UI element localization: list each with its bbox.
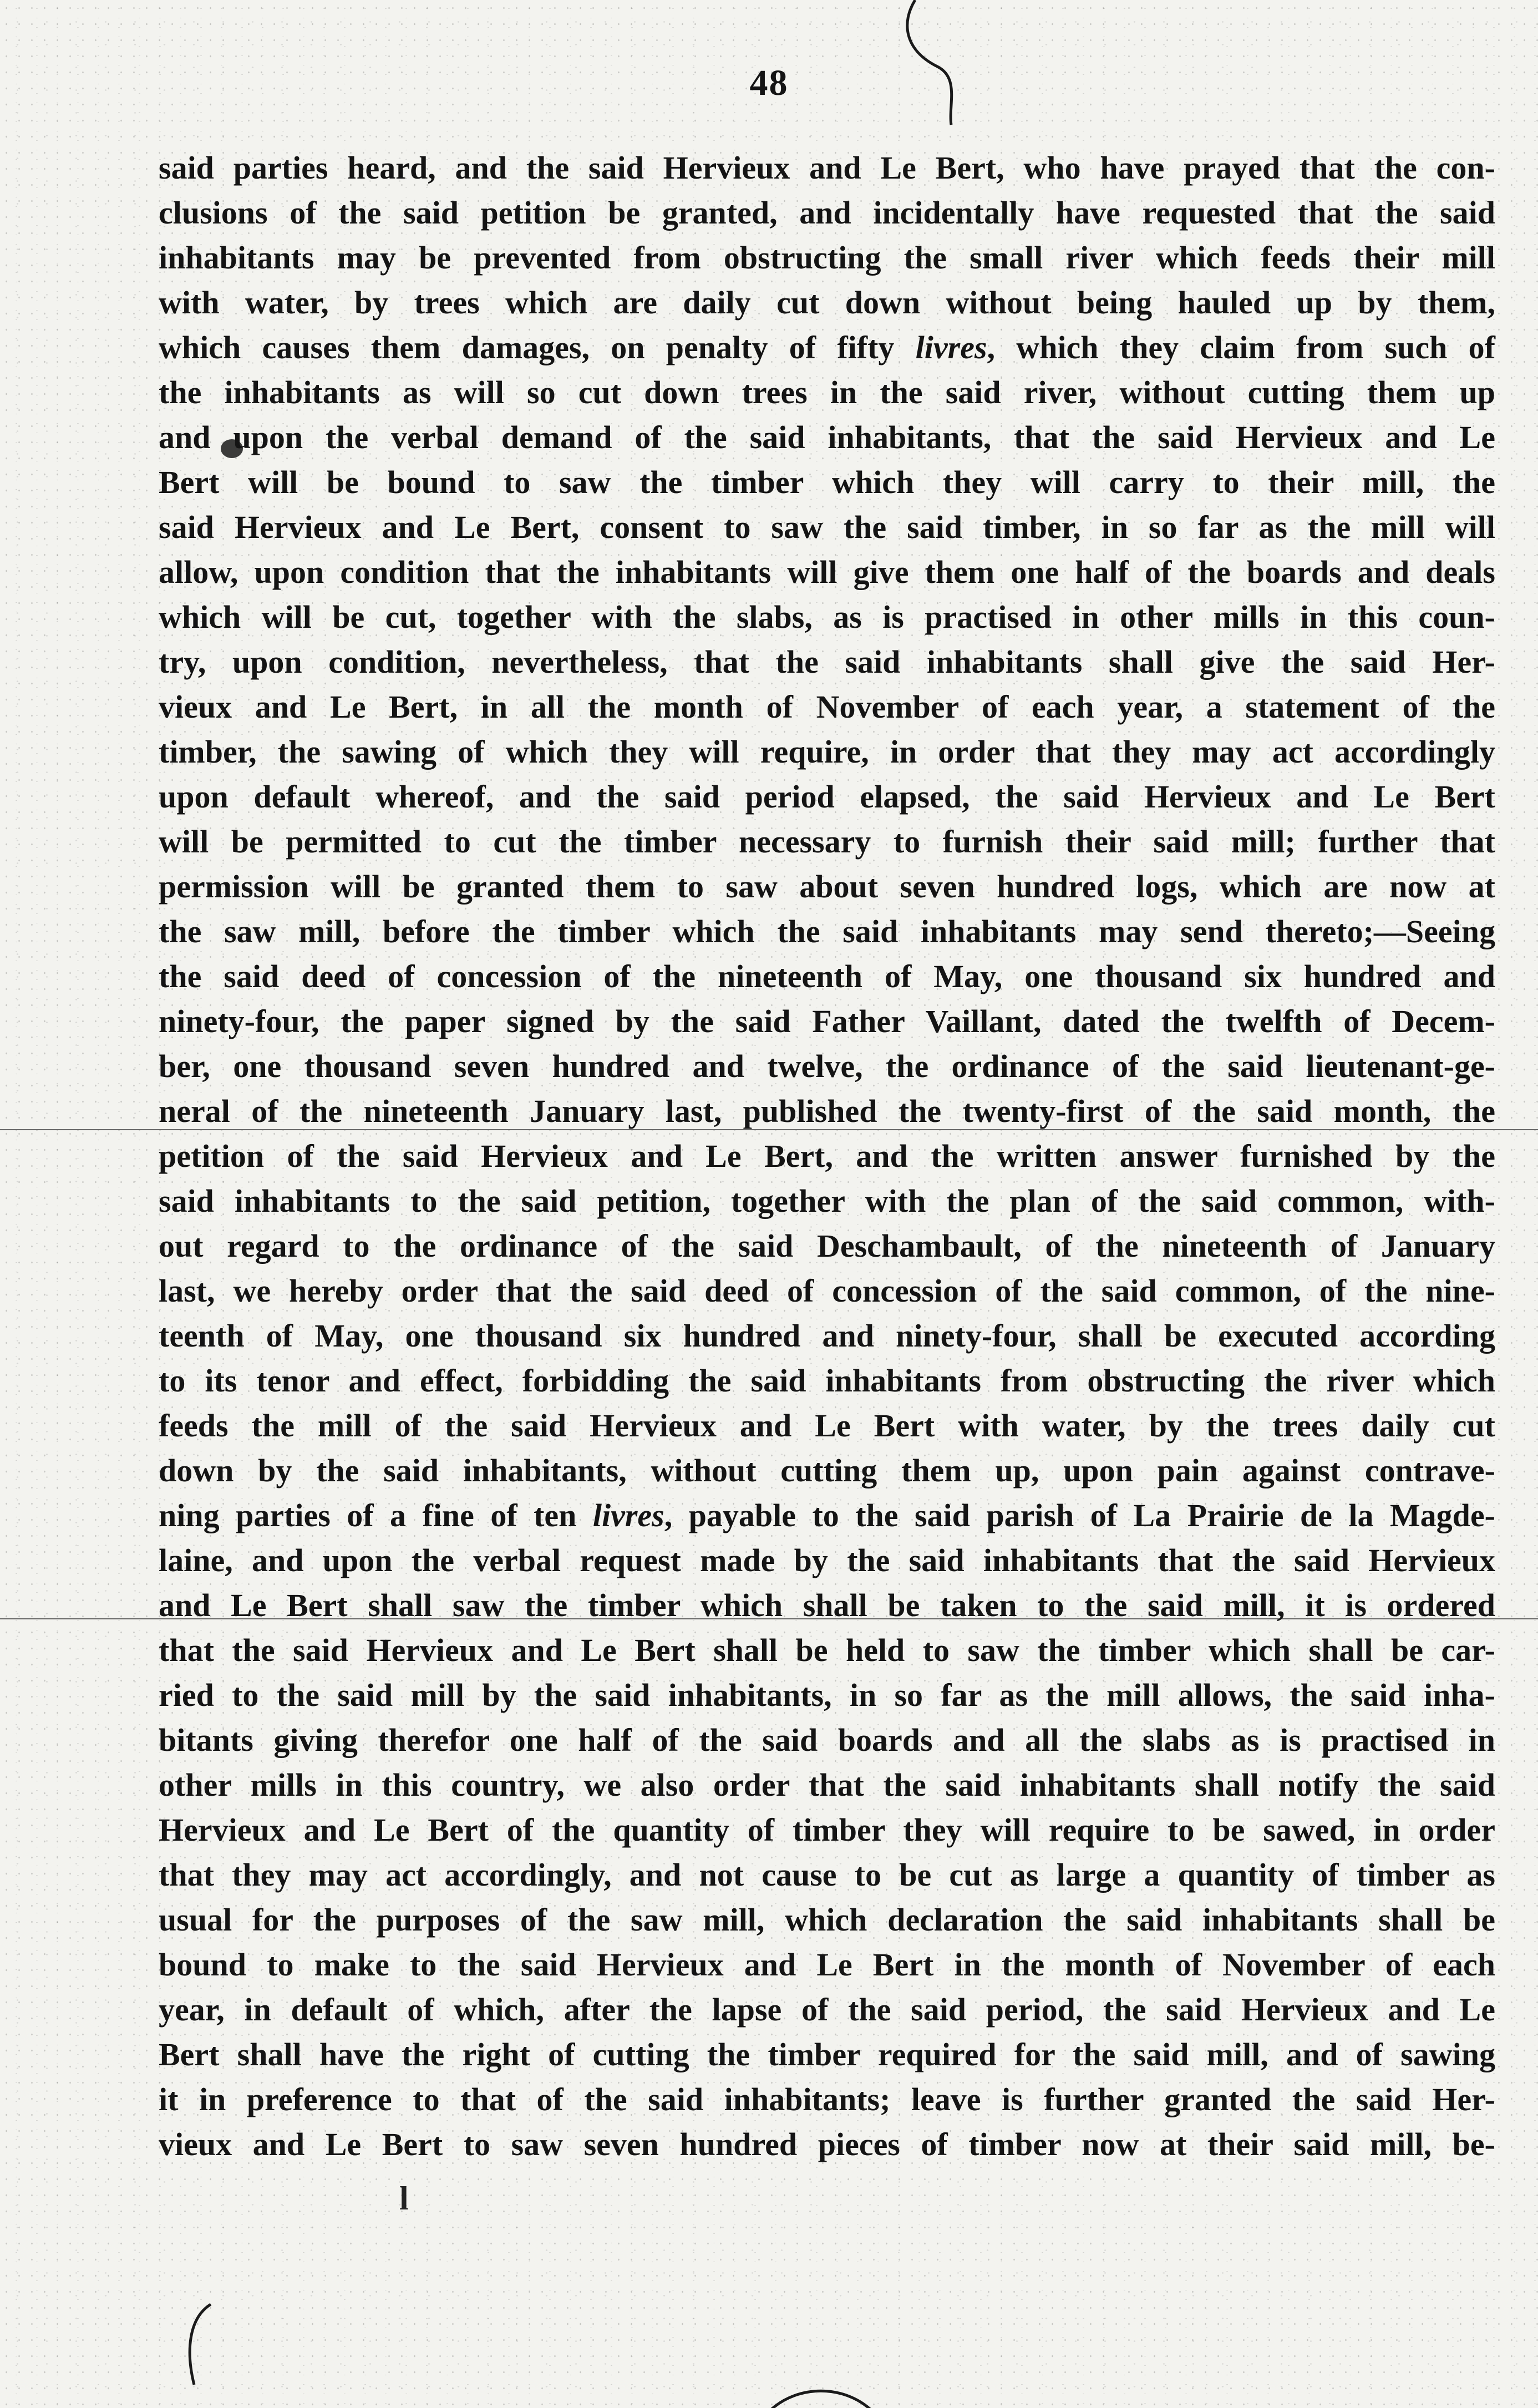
text-line: said Hervieux and Le Bert, consent to saw the said timber, in so far as the mill will xyxy=(159,509,1495,545)
text-line: that the said Hervieux and Le Bert shall be held to saw the timber which shall be car- xyxy=(159,1632,1495,1668)
text-line: inhabitants may be prevented from obstructing the small river which feeds their mill xyxy=(159,240,1495,276)
text-line: clusions of the said petition be granted, and incidentally have requested that the said xyxy=(159,195,1495,231)
text-line: bitants giving therefor one half of the said boards and all the slabs as is practised in xyxy=(159,1722,1495,1758)
text-line: Hervieux and Le Bert of the quantity of timber they will require to be sawed, in order xyxy=(159,1812,1495,1848)
text-line: which will be cut, together with the slabs, as is practised in other mills in this coun- xyxy=(159,599,1495,635)
binding-curve-bottom xyxy=(177,2302,222,2401)
text-line: said inhabitants to the said petition, together with the plan of the said common, with- xyxy=(159,1183,1495,1219)
page-number: 48 xyxy=(749,63,789,103)
text-line: last, we hereby order that the said deed of concession of the said common, of the nine- xyxy=(159,1273,1495,1309)
text-line: feeds the mill of the said Hervieux and Le Bert with water, by the trees daily cut xyxy=(159,1408,1495,1444)
text-line: and upon the verbal demand of the said inhabitants, that the said Hervieux and Le xyxy=(159,419,1495,455)
text-line: with water, by trees which are daily cut down without being hauled up by them, xyxy=(159,285,1495,321)
text-line: ning parties of a fine of ten livres, payable to the said parish of La Prairie de la Magde- xyxy=(159,1497,1495,1533)
text-line: which causes them damages, on penalty of fifty livres, which they claim from such of xyxy=(159,329,1495,365)
text-line: will be permitted to cut the timber necessary to furnish their said mill; further that xyxy=(159,824,1495,860)
text-line: that they may act accordingly, and not cause to be cut as large a quantity of timber as xyxy=(159,1857,1495,1893)
text-line: ber, one thousand seven hundred and twelve, the ordinance of the said lieutenant-ge- xyxy=(159,1048,1495,1084)
text-line: year, in default of which, after the lapse of the said period, the said Hervieux and Le xyxy=(159,1992,1495,2028)
text-line: upon default whereof, and the said period elapsed, the said Hervieux and Le Bert xyxy=(159,779,1495,815)
text-line: vieux and Le Bert to saw seven hundred pieces of timber now at their said mill, be- xyxy=(159,2126,1495,2162)
text-line: ninety-four, the paper signed by the said Father Vaillant, dated the twelfth of Decem- xyxy=(159,1003,1495,1039)
text-line: vieux and Le Bert, in all the month of November of each year, a statement of the xyxy=(159,689,1495,725)
binding-arc-bottom xyxy=(765,2379,876,2408)
text-line: timber, the sawing of which they will require, in order that they may act accordingly xyxy=(159,734,1495,770)
body-text xyxy=(159,145,1495,2167)
text-line: out regard to the ordinance of the said Deschambault, of the nineteenth of January xyxy=(159,1228,1495,1264)
text-line: other mills in this country, we also order that the said inhabitants shall notify the said xyxy=(159,1767,1495,1803)
text-line: the said deed of concession of the nineteenth of May, one thousand six hundred and xyxy=(159,958,1495,994)
text-line: ried to the said mill by the said inhabitants, in so far as the mill allows, the said inha- xyxy=(159,1677,1495,1713)
text-line: teenth of May, one thousand six hundred and ninety-four, shall be executed according xyxy=(159,1318,1495,1354)
text-line: down by the said inhabitants, without cutting them up, upon pain against contrave- xyxy=(159,1452,1495,1489)
text-line: the saw mill, before the timber which the said inhabitants may send thereto;—Seeing xyxy=(159,913,1495,949)
text-line: Bert will be bound to saw the timber which they will carry to their mill, the xyxy=(159,464,1495,500)
text-line: and Le Bert shall saw the timber which shall be taken to the said mill, it is ordered xyxy=(159,1587,1495,1623)
text-line: it in preference to that of the said inhabitants; leave is further granted the said Her- xyxy=(159,2081,1495,2117)
text-line: neral of the nineteenth January last, published the twenty-first of the said month, the xyxy=(159,1093,1495,1129)
text-line: said parties heard, and the said Hervieux and Le Bert, who have prayed that the con- xyxy=(159,150,1495,186)
text-line: laine, and upon the verbal request made by the said inhabitants that the said Hervieux xyxy=(159,1542,1495,1578)
text-line: usual for the purposes of the saw mill, which declaration the said inhabitants shall be xyxy=(159,1902,1495,1938)
footer-mark: l xyxy=(399,2180,409,2217)
text-line: permission will be granted them to saw about seven hundred logs, which are now at xyxy=(159,868,1495,905)
text-line: the inhabitants as will so cut down trees in the said river, without cutting them up xyxy=(159,374,1495,410)
text-line: try, upon condition, nevertheless, that the said inhabitants shall give the said Her- xyxy=(159,644,1495,680)
text-line: bound to make to the said Hervieux and Le Bert in the month of November of each xyxy=(159,1947,1495,1983)
text-line: petition of the said Hervieux and Le Bert, and the written answer furnished by the xyxy=(159,1138,1495,1174)
text-line: Bert shall have the right of cutting the timber required for the said mill, and of sawing xyxy=(159,2036,1495,2072)
text-line: allow, upon condition that the inhabitants will give them one half of the boards and deals xyxy=(159,554,1495,590)
text-line: to its tenor and effect, forbidding the said inhabitants from obstructing the river which xyxy=(159,1363,1495,1399)
